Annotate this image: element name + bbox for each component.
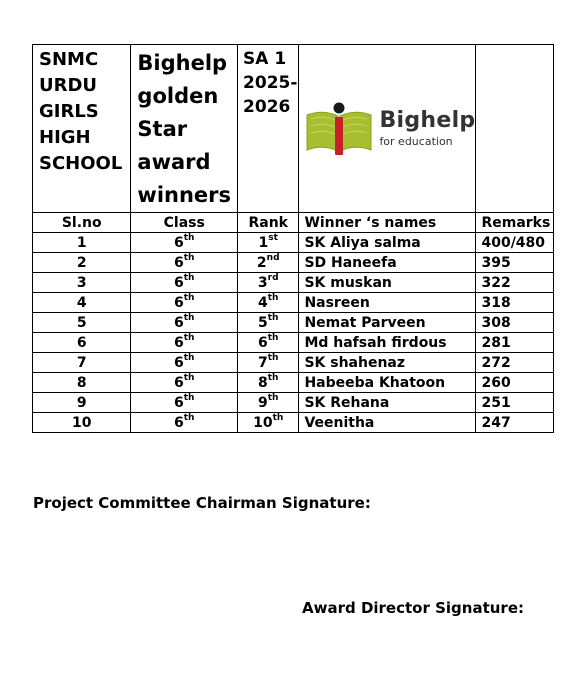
table-row [33,373,554,393]
cell-remarks: 272 [476,353,554,373]
cell-class: 6th [131,293,238,313]
award-winners-table [32,44,554,433]
director-signature-label: Award Director Signature: [302,599,524,617]
rank-suffix: st [268,232,278,243]
table-row [33,333,554,353]
col-header-name: Winner ‘s names [299,213,476,233]
rank-suffix: rd [267,272,279,283]
program-line: golden [137,84,219,108]
cell-class: 6th [131,333,238,353]
cell-slno: 5 [33,313,131,333]
col-header-slno: Sl.no [33,213,131,233]
cell-class: 6th [131,233,238,253]
cell-slno: 9 [33,393,131,413]
cell-rank: 10th [238,413,299,433]
winner-rows [33,233,554,433]
logo-brand: Bighelp [379,108,476,133]
cell-class: 6th [131,353,238,373]
term-line: 2025- [243,73,298,93]
cell-rank: 4th [238,293,299,313]
school-line: HIGH [39,127,91,148]
table-row [33,353,554,373]
header-row [33,45,554,213]
rank-suffix: nd [266,252,280,263]
exam-term [238,45,299,213]
term-line: 2026 [243,97,291,117]
class-suffix: th [183,272,195,283]
col-header-class: Class [131,213,238,233]
cell-class: 6th [131,373,238,393]
class-suffix: th [183,252,195,263]
class-suffix: th [183,372,195,383]
table-row [33,273,554,293]
school-line: SCHOOL [39,153,123,174]
term-line: SA 1 [243,49,287,69]
table-row [33,413,554,433]
cell-name: SK Rehana [299,393,476,413]
cell-name: Nasreen [299,293,476,313]
table-row [33,253,554,273]
cell-name: Veenitha [299,413,476,433]
cell-class: 6th [131,413,238,433]
cell-name: Nemat Parveen [299,313,476,333]
cell-class: 6th [131,393,238,413]
cell-remarks: 400/480 [476,233,554,253]
column-header-row [33,213,554,233]
cell-slno: 1 [33,233,131,253]
cell-remarks: 247 [476,413,554,433]
class-suffix: th [183,332,195,343]
header-empty-cell [476,45,554,213]
chairman-signature-label: Project Committee Chairman Signature: [33,494,371,512]
cell-name: SK muskan [299,273,476,293]
cell-name: Md hafsah firdous [299,333,476,353]
school-line: SNMC [39,49,99,70]
table-row [33,293,554,313]
rank-suffix: th [267,292,279,303]
rank-suffix: th [267,312,279,323]
class-suffix: th [183,352,195,363]
cell-rank: 9th [238,393,299,413]
cell-slno: 3 [33,273,131,293]
cell-rank: 6th [238,333,299,353]
program-line: Star [137,117,188,141]
logo-cell [299,45,476,213]
cell-name: SK Aliya salma [299,233,476,253]
cell-remarks: 318 [476,293,554,313]
cell-slno: 8 [33,373,131,393]
class-suffix: th [183,232,195,243]
rank-suffix: th [272,412,284,423]
col-header-rank: Rank [238,213,299,233]
cell-rank: 1st [238,233,299,253]
cell-remarks: 395 [476,253,554,273]
table-row [33,233,554,253]
cell-rank: 7th [238,353,299,373]
cell-remarks: 322 [476,273,554,293]
school-name [33,45,131,213]
class-suffix: th [183,392,195,403]
award-program-title [131,45,238,213]
cell-rank: 3rd [238,273,299,293]
program-line: award [137,150,211,174]
rank-suffix: th [267,372,279,383]
rank-suffix: th [267,392,279,403]
cell-remarks: 260 [476,373,554,393]
cell-slno: 4 [33,293,131,313]
school-line: GIRLS [39,101,99,122]
class-suffix: th [183,412,195,423]
cell-slno: 7 [33,353,131,373]
cell-slno: 10 [33,413,131,433]
cell-remarks: 308 [476,313,554,333]
program-line: Bighelp [137,51,228,75]
cell-slno: 2 [33,253,131,273]
cell-class: 6th [131,273,238,293]
cell-remarks: 281 [476,333,554,353]
cell-remarks: 251 [476,393,554,413]
cell-rank: 5th [238,313,299,333]
cell-name: Habeeba Khatoon [299,373,476,393]
cell-class: 6th [131,313,238,333]
cell-slno: 6 [33,333,131,353]
school-line: URDU [39,75,98,96]
cell-rank: 2nd [238,253,299,273]
class-suffix: th [183,292,195,303]
table-row [33,393,554,413]
open-book-icon [305,101,373,157]
bighelp-logo [299,101,475,157]
program-line: winners [137,183,232,207]
col-header-remarks: Remarks [476,213,554,233]
cell-class: 6th [131,253,238,273]
logo-tagline: for education [379,135,453,148]
cell-rank: 8th [238,373,299,393]
rank-suffix: th [267,332,279,343]
table-row [33,313,554,333]
class-suffix: th [183,312,195,323]
cell-name: SD Haneefa [299,253,476,273]
rank-suffix: th [267,352,279,363]
cell-name: SK shahenaz [299,353,476,373]
